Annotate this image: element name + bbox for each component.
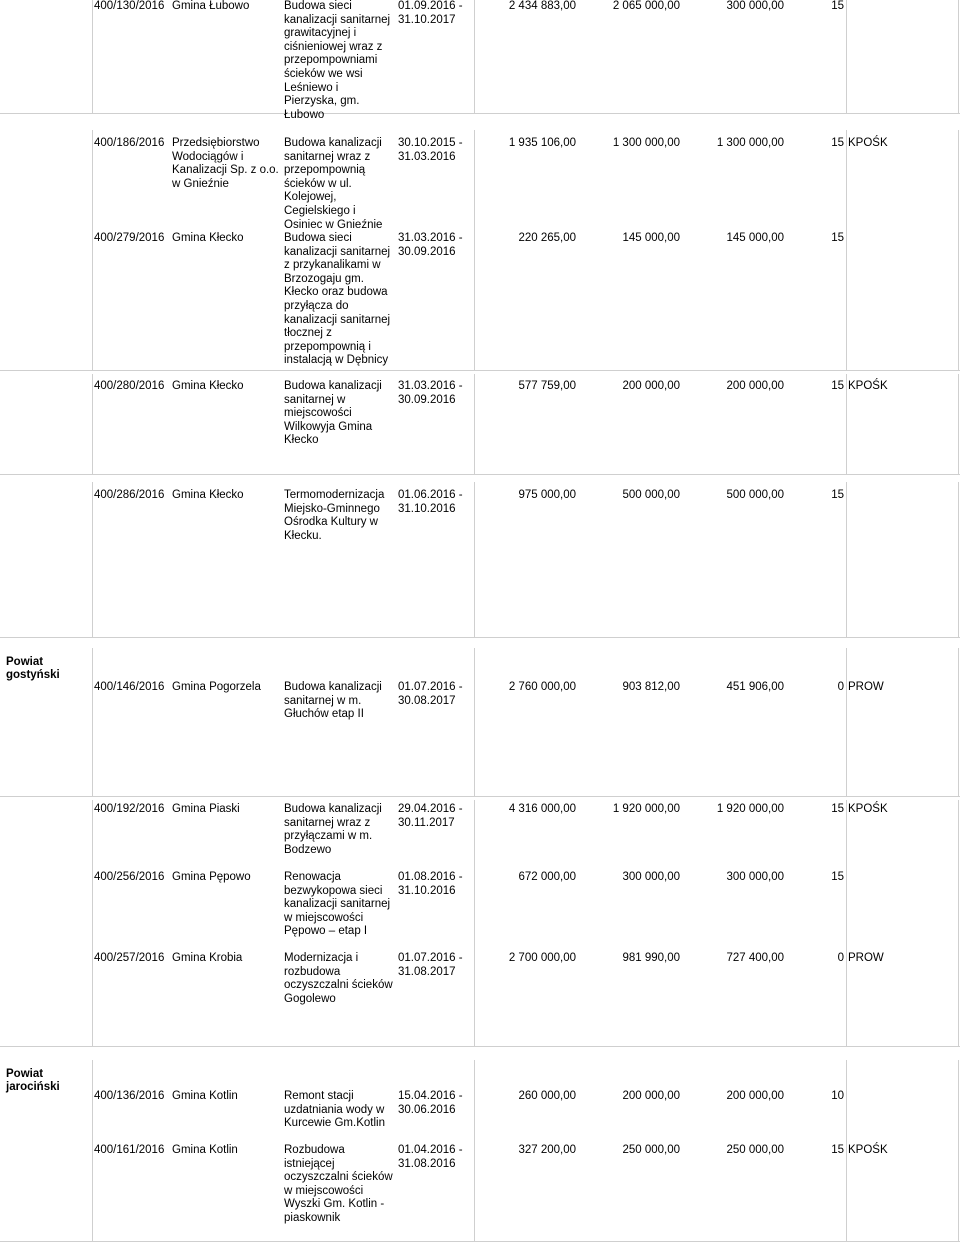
project-number: 400/136/2016 <box>94 1090 165 1102</box>
project-dates: 01.04.2016 - 31.08.2016 <box>398 1144 463 1170</box>
row-divider <box>0 113 960 114</box>
total-cost: 2 434 883,00 <box>508 0 576 12</box>
points: 0 <box>837 681 844 693</box>
project-title: Budowa kanalizacji sanitarnej w miejscowości Wilkowyja Gmina Kłecko <box>284 380 382 447</box>
project-dates: 31.03.2016 - 30.09.2016 <box>398 380 463 406</box>
grant-amount: 1 300 000,00 <box>716 137 784 149</box>
points: 15 <box>831 871 844 883</box>
funding-source: KPOŚK <box>848 803 888 815</box>
column-divider <box>846 648 847 796</box>
powiat-label: Powiat jarociński <box>6 1068 60 1093</box>
total-cost: 2 760 000,00 <box>508 681 576 693</box>
points: 15 <box>831 0 844 12</box>
column-divider <box>958 1060 959 1241</box>
project-title: Budowa kanalizacji sanitarnej wraz z przepompownią ścieków w ul. Kolejowej, Cegielskiego i Osiniec w Gnieźnie <box>284 137 383 231</box>
project-number: 400/257/2016 <box>94 952 165 964</box>
project-dates: 29.04.2016 - 30.11.2017 <box>398 803 463 829</box>
beneficiary-name: Gmina Kłecko <box>172 489 244 501</box>
eligible-cost: 981 990,00 <box>622 952 680 964</box>
column-divider <box>474 374 475 474</box>
project-number: 400/279/2016 <box>94 232 165 244</box>
row-divider <box>0 796 960 797</box>
column-divider <box>846 374 847 474</box>
grant-amount: 200 000,00 <box>726 1090 784 1102</box>
beneficiary-name: Gmina Krobia <box>172 952 243 964</box>
project-title: Budowa kanalizacji sanitarnej w m. Głuchów etap II <box>284 681 382 721</box>
column-divider <box>92 1060 93 1241</box>
project-number: 400/280/2016 <box>94 380 165 392</box>
eligible-cost: 2 065 000,00 <box>612 0 680 12</box>
row-divider <box>0 1046 960 1047</box>
column-divider <box>958 482 959 637</box>
grant-amount: 1 920 000,00 <box>716 803 784 815</box>
beneficiary-name: Gmina Kłecko <box>172 380 244 392</box>
column-divider <box>958 130 959 370</box>
column-divider <box>92 374 93 474</box>
grant-amount: 727 400,00 <box>726 952 784 964</box>
eligible-cost: 300 000,00 <box>622 871 680 883</box>
points: 15 <box>831 803 844 815</box>
project-number: 400/186/2016 <box>94 137 165 149</box>
column-divider <box>474 482 475 637</box>
column-divider <box>92 800 93 1046</box>
column-divider <box>92 482 93 637</box>
column-divider <box>474 800 475 1046</box>
grant-amount: 500 000,00 <box>726 489 784 501</box>
funding-source: PROW <box>848 681 884 693</box>
column-divider <box>474 648 475 796</box>
points: 15 <box>831 380 844 392</box>
beneficiary-name: Gmina Kotlin <box>172 1090 238 1102</box>
column-divider <box>92 130 93 370</box>
beneficiary-name: Gmina Kłecko <box>172 232 244 244</box>
project-title: Rozbudowa istniejącej oczyszczalni ścieków w miejscowości Wyszki Gm. Kotlin - piaskownik <box>284 1144 393 1224</box>
eligible-cost: 1 920 000,00 <box>612 803 680 815</box>
total-cost: 327 200,00 <box>518 1144 576 1156</box>
grant-amount: 145 000,00 <box>726 232 784 244</box>
column-divider <box>846 482 847 637</box>
eligible-cost: 1 300 000,00 <box>612 137 680 149</box>
funding-source: KPOŚK <box>848 137 888 149</box>
row-divider <box>0 637 960 638</box>
column-divider <box>474 0 475 113</box>
project-dates: 01.09.2016 - 31.10.2017 <box>398 0 463 26</box>
eligible-cost: 200 000,00 <box>622 1090 680 1102</box>
points: 10 <box>831 1090 844 1102</box>
project-number: 400/146/2016 <box>94 681 165 693</box>
column-divider <box>92 648 93 796</box>
beneficiary-name: Gmina Łubowo <box>172 0 250 12</box>
project-dates: 01.06.2016 - 31.10.2016 <box>398 489 463 515</box>
project-title: Budowa kanalizacji sanitarnej wraz z przyłączami w m. Bodzewo <box>284 803 382 856</box>
grant-amount: 250 000,00 <box>726 1144 784 1156</box>
total-cost: 220 265,00 <box>518 232 576 244</box>
project-title: Budowa sieci kanalizacji sanitarnej grawitacyjnej i ciśnieniowej wraz z przepompowniami ścieków we wsi Leśniewo i Pierzyska, gm. Łubowo <box>284 0 391 121</box>
project-dates: 30.10.2015 - 31.03.2016 <box>398 137 463 163</box>
total-cost: 975 000,00 <box>518 489 576 501</box>
grant-amount: 300 000,00 <box>726 871 784 883</box>
total-cost: 577 759,00 <box>518 380 576 392</box>
column-divider <box>474 1060 475 1241</box>
column-divider <box>846 130 847 370</box>
column-divider <box>958 800 959 1046</box>
total-cost: 1 935 106,00 <box>508 137 576 149</box>
points: 15 <box>831 137 844 149</box>
column-divider <box>958 374 959 474</box>
project-dates: 01.07.2016 - 31.08.2017 <box>398 952 463 978</box>
project-number: 400/192/2016 <box>94 803 165 815</box>
eligible-cost: 145 000,00 <box>622 232 680 244</box>
project-title: Remont stacji uzdatniania wody w Kurcewie Gm.Kotlin <box>284 1090 385 1130</box>
beneficiary-name: Gmina Pępowo <box>172 871 251 883</box>
project-number: 400/256/2016 <box>94 871 165 883</box>
project-number: 400/161/2016 <box>94 1144 165 1156</box>
column-divider <box>474 130 475 370</box>
funding-source: KPOŚK <box>848 1144 888 1156</box>
project-title: Modernizacja i rozbudowa oczyszczalni ścieków Gogolewo <box>284 952 393 1005</box>
project-title: Budowa sieci kanalizacji sanitarnej z przykanalikami w Brzozogaju gm. Kłecko oraz budowa przyłącza do kanalizacji sanitarnej tłocznej z przepompownią i instalacją w Dębnicy <box>284 232 391 367</box>
project-number: 400/130/2016 <box>94 0 165 12</box>
project-dates: 01.07.2016 - 30.08.2017 <box>398 681 463 707</box>
total-cost: 260 000,00 <box>518 1090 576 1102</box>
column-divider <box>846 1060 847 1241</box>
total-cost: 672 000,00 <box>518 871 576 883</box>
points: 0 <box>837 952 844 964</box>
column-divider <box>958 648 959 796</box>
row-divider <box>0 370 960 371</box>
column-divider <box>958 0 959 113</box>
project-title: Termomodernizacja Miejsko-Gminnego Ośrodka Kultury w Kłecku. <box>284 489 385 542</box>
funding-source: PROW <box>848 952 884 964</box>
beneficiary-name: Gmina Piaski <box>172 803 240 815</box>
funding-source: KPOŚK <box>848 380 888 392</box>
points: 15 <box>831 489 844 501</box>
grant-amount: 451 906,00 <box>726 681 784 693</box>
total-cost: 4 316 000,00 <box>508 803 576 815</box>
project-title: Renowacja bezwykopowa sieci kanalizacji sanitarnej w miejscowości Pępowo – etap I <box>284 871 391 938</box>
beneficiary-name: Przedsiębiorstwo Wodociągów i Kanalizacji Sp. z o.o. w Gnieźnie <box>172 137 279 190</box>
beneficiary-name: Gmina Kotlin <box>172 1144 238 1156</box>
eligible-cost: 500 000,00 <box>622 489 680 501</box>
grant-amount: 200 000,00 <box>726 380 784 392</box>
powiat-label: Powiat gostyński <box>6 656 60 681</box>
points: 15 <box>831 232 844 244</box>
eligible-cost: 200 000,00 <box>622 380 680 392</box>
column-divider <box>846 800 847 1046</box>
beneficiary-name: Gmina Pogorzela <box>172 681 261 693</box>
column-divider <box>92 0 93 113</box>
points: 15 <box>831 1144 844 1156</box>
project-dates: 15.04.2016 - 30.06.2016 <box>398 1090 463 1116</box>
column-divider <box>846 0 847 113</box>
project-number: 400/286/2016 <box>94 489 165 501</box>
grant-amount: 300 000,00 <box>726 0 784 12</box>
row-divider <box>0 474 960 475</box>
total-cost: 2 700 000,00 <box>508 952 576 964</box>
project-dates: 01.08.2016 - 31.10.2016 <box>398 871 463 897</box>
eligible-cost: 250 000,00 <box>622 1144 680 1156</box>
eligible-cost: 903 812,00 <box>622 681 680 693</box>
project-dates: 31.03.2016 - 30.09.2016 <box>398 232 463 258</box>
